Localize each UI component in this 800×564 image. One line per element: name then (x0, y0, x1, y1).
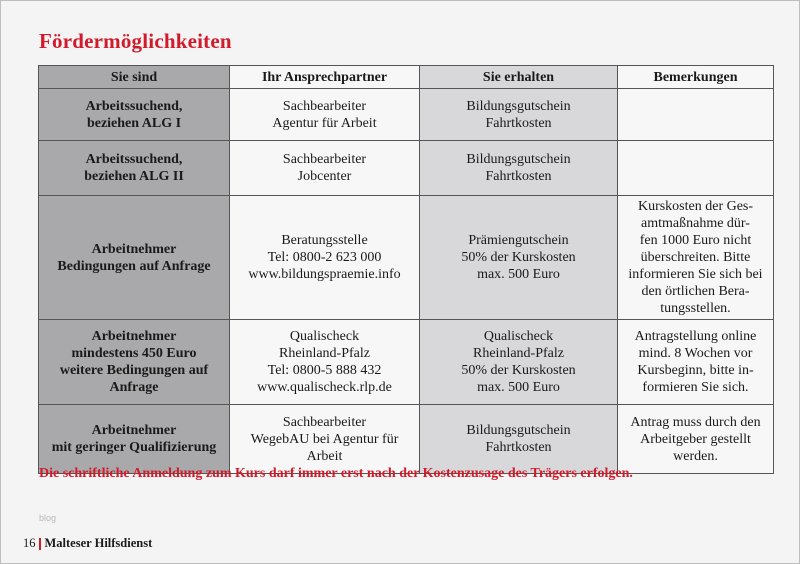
cell-line: weitere Bedingungen auf (59, 363, 209, 378)
cell-line: www.bildungspraemie.info (248, 267, 401, 282)
cell-line: Arbeitnehmer (91, 329, 177, 344)
cell-line: Kurskosten der Ges- (637, 199, 754, 214)
organization-name: Malteser Hilfsdienst (44, 536, 153, 550)
cell-line: Sachbearbeiter (282, 152, 367, 167)
cell-line: informieren Sie sich bei (628, 267, 763, 282)
header-ansprechpartner: Ihr Ansprechpartner (230, 66, 420, 89)
cell-line: Rheinland-Pfalz (279, 346, 370, 361)
header-sie-sind: Sie sind (39, 66, 230, 89)
cell-erhalten (420, 320, 618, 405)
cell-line: Antrag muss durch den (630, 414, 761, 430)
cell-sie-sind (39, 89, 230, 141)
cell-sie-sind (39, 141, 230, 196)
cell-line: mindestens 450 Euro (71, 346, 197, 361)
cell-line: fen 1000 Euro nicht (639, 233, 752, 248)
table-row (39, 405, 774, 474)
registration-note: Die schriftliche Anmeldung zum Kurs darf immer erst nach der Kostenzusage des Trägers erfolgen. (39, 466, 633, 481)
cell-ansprechpartner (230, 320, 420, 405)
cell-bemerkungen (618, 141, 774, 196)
cell-line: www.qualischeck.rlp.de (257, 380, 392, 395)
cell-bemerkungen (618, 89, 774, 141)
page-number: 16 (23, 536, 36, 550)
cell-line: Arbeitnehmer (91, 423, 177, 438)
cell-line: Bildungsgutschein (466, 152, 571, 167)
cell-line: Arbeit (306, 448, 343, 464)
cell-line: Rheinland-Pfalz (473, 346, 564, 361)
table-header-row (39, 66, 774, 89)
table-row (39, 89, 774, 141)
cell-sie-sind (39, 196, 230, 320)
cell-line: Anfrage (109, 380, 159, 395)
cell-line: max. 500 Euro (477, 380, 560, 395)
cell-bemerkungen (618, 320, 774, 405)
cell-line: werden. (673, 448, 718, 464)
cell-line: Sachbearbeiter (282, 98, 367, 114)
cell-line: formieren Sie sich. (642, 380, 749, 395)
cell-sie-sind (39, 405, 230, 474)
cell-line: den örtlichen Bera- (641, 284, 750, 299)
funding-table (38, 65, 774, 474)
cell-line: Fahrtkosten (485, 169, 552, 184)
cell-erhalten (420, 196, 618, 320)
cell-line: Kursbeginn, bitte in- (637, 363, 754, 378)
header-erhalten: Sie erhalten (420, 66, 618, 89)
cell-line: Bedingungen auf Anfrage (57, 258, 211, 274)
cell-line: beziehen ALG II (84, 169, 184, 184)
cell-line: Arbeitssuchend, (85, 152, 183, 167)
footer-divider-bar (39, 538, 41, 550)
cell-line: Arbeitgeber gestellt (640, 431, 751, 447)
cell-erhalten (420, 89, 618, 141)
cell-line: Bildungsgutschein (466, 98, 571, 114)
cell-erhalten (420, 405, 618, 474)
header-bemerkungen: Bemerkungen (618, 66, 774, 89)
cell-line: Qualischeck (289, 329, 360, 344)
cell-line: Tel: 0800-2 623 000 (267, 250, 382, 265)
cell-line: mit geringer Qualifizierung (51, 440, 217, 455)
cell-line: amtmaßnahme dür- (641, 216, 750, 231)
cell-line: max. 500 Euro (477, 267, 560, 282)
cell-line: 50% der Kurskosten (461, 363, 576, 378)
cell-line: Agentur für Arbeit (272, 115, 377, 131)
page-title: Fördermöglichkeiten (39, 29, 232, 53)
cell-line: mind. 8 Wochen vor (638, 346, 753, 361)
cell-line: überschreiten. Bitte (640, 250, 751, 265)
cell-line: Bildungsgutschein (466, 423, 571, 438)
cell-line: Arbeitnehmer (91, 241, 177, 257)
cell-line: beziehen ALG I (86, 115, 182, 131)
table-row (39, 141, 774, 196)
cell-line: tungsstellen. (660, 301, 731, 316)
cell-line: Prämiengutschein (468, 233, 569, 248)
cell-line: Tel: 0800-5 888 432 (267, 363, 382, 378)
cell-bemerkungen (618, 405, 774, 474)
cell-ansprechpartner (230, 405, 420, 474)
cell-bemerkungen (618, 196, 774, 320)
watermark: blog (39, 513, 57, 523)
cell-line: WegebAU bei Agentur für (250, 431, 399, 447)
cell-line: 50% der Kurskosten (461, 250, 576, 265)
cell-line: Fahrtkosten (485, 440, 552, 455)
table-row (39, 196, 774, 320)
cell-line: Sachbearbeiter (282, 414, 367, 430)
cell-line: Antragstellung online (634, 329, 757, 344)
cell-sie-sind (39, 320, 230, 405)
cell-line: Beratungsstelle (281, 233, 368, 248)
cell-line: Arbeitssuchend, (85, 98, 183, 114)
cell-line: Jobcenter (297, 169, 352, 184)
page-footer (23, 536, 152, 551)
table-row (39, 320, 774, 405)
cell-line: Fahrtkosten (485, 115, 552, 131)
cell-line: Qualischeck (483, 329, 554, 344)
cell-ansprechpartner (230, 141, 420, 196)
cell-ansprechpartner (230, 196, 420, 320)
cell-ansprechpartner (230, 89, 420, 141)
cell-erhalten (420, 141, 618, 196)
